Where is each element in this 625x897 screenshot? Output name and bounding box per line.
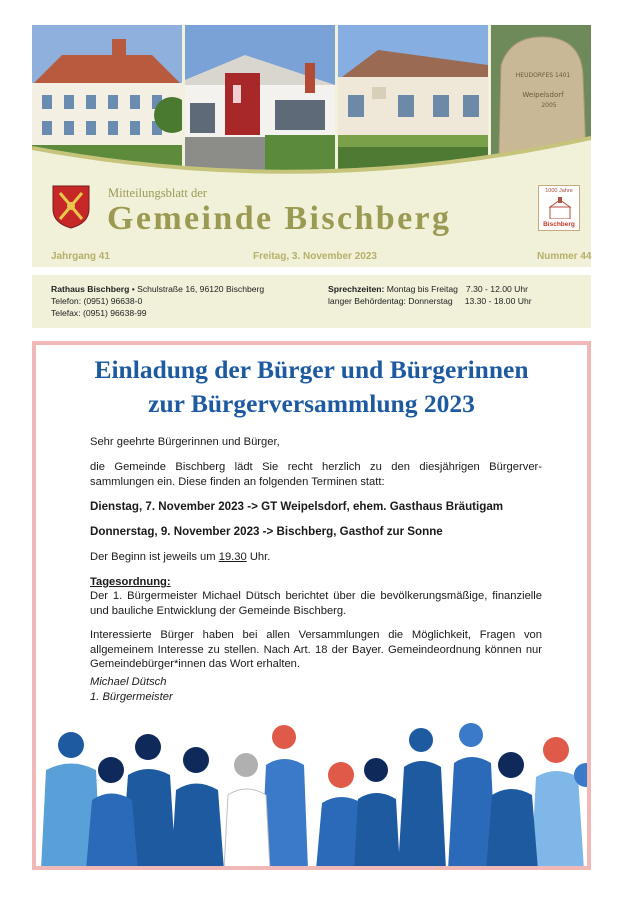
beginn-prefix: Der Beginn ist jeweils um — [90, 551, 219, 563]
signature-role: 1. Bürgermeister — [90, 691, 173, 703]
stone-year: 2005 — [541, 102, 557, 109]
crowd-illustration — [36, 715, 587, 870]
office-hours — [328, 283, 532, 307]
svg-text:HEUDORFES 1401: HEUDORFES 1401 — [515, 72, 571, 79]
rathaus-name: Rathaus Bischberg — [51, 284, 130, 294]
intro-text: die Gemeinde Bischberg lädt Sie recht herzlich zu den diesjährigen Bürgerver-sammlungen ein. Diese finden an folgenden Terminen statt: — [90, 461, 542, 488]
greeting: Sehr geehrte Bürgerinnen und Bürger, — [90, 436, 280, 448]
church-icon — [547, 197, 573, 219]
issue-date: Freitag, 3. November 2023 — [253, 251, 377, 262]
signature-name: Michael Dütsch — [90, 676, 167, 688]
headline-line-2: zur Bürgerversammlung 2023 — [148, 389, 475, 418]
stone-text: Weipelsdorf — [522, 91, 564, 99]
sprechzeiten-time: 7.30 - 12.00 Uhr — [465, 284, 529, 294]
agenda-text: Der 1. Bürgermeister Michael Dütsch berichtet über die bevölkerungsmäßige, finanzielle und bauliche Entwicklung der Gemeinde Bischberg. — [90, 590, 542, 617]
logo-name: Bischberg — [543, 221, 575, 228]
rathaus-address: • Schulstraße 16, 96120 Bischberg — [129, 284, 265, 294]
masthead — [32, 25, 591, 267]
beginn-suffix: Uhr. — [246, 551, 271, 563]
termin-2: Donnerstag, 9. November 2023 -> Bischberg, Gasthof zur Sonne — [90, 525, 443, 538]
telefon: Telefon: (0951) 96638-0 — [51, 296, 143, 306]
telefax: Telefax: (0951) 96638-99 — [51, 308, 147, 318]
newsletter-title: Gemeinde Bischberg — [107, 200, 452, 237]
invitation-box — [32, 341, 591, 870]
jahrgang: Jahrgang 41 — [51, 251, 110, 262]
issue-number: Nummer 44 — [537, 251, 592, 262]
sprechzeiten-days: Montag bis Freitag — [384, 284, 458, 294]
anniversary-logo — [538, 185, 580, 231]
kicker: Mitteilungsblatt der — [108, 186, 207, 200]
logo-year: 1000 Jahre — [545, 188, 573, 194]
header-swoosh — [32, 120, 591, 190]
coat-of-arms-icon — [52, 185, 90, 229]
beginn-time: 19.30 — [218, 551, 247, 563]
info-text: Interessierte Bürger haben bei allen Versammlungen die Möglichkeit, Fragen von allgemeinem Interesse zu stellen. Nach Art. 18 der Bayer. Gemeindeordnung können nur Gemeindebürger*innen das Wort erhalten. — [90, 629, 542, 671]
headline-line-1: Einladung der Bürger und Bürgerinnen — [94, 355, 529, 384]
behoerdentag-days: langer Behördentag: Donnerstag — [328, 296, 453, 306]
sprechzeiten-label: Sprechzeiten: — [328, 284, 385, 294]
termin-1: Dienstag, 7. November 2023 -> GT Weipelsdorf, ehem. Gasthaus Bräutigam — [90, 500, 504, 513]
behoerdentag-time: 13.30 - 18.00 Uhr — [464, 296, 532, 306]
rathaus-contact — [51, 283, 264, 319]
beginn-line — [90, 550, 542, 565]
agenda-title: Tagesordnung: — [90, 576, 171, 588]
contact-band — [32, 275, 591, 328]
